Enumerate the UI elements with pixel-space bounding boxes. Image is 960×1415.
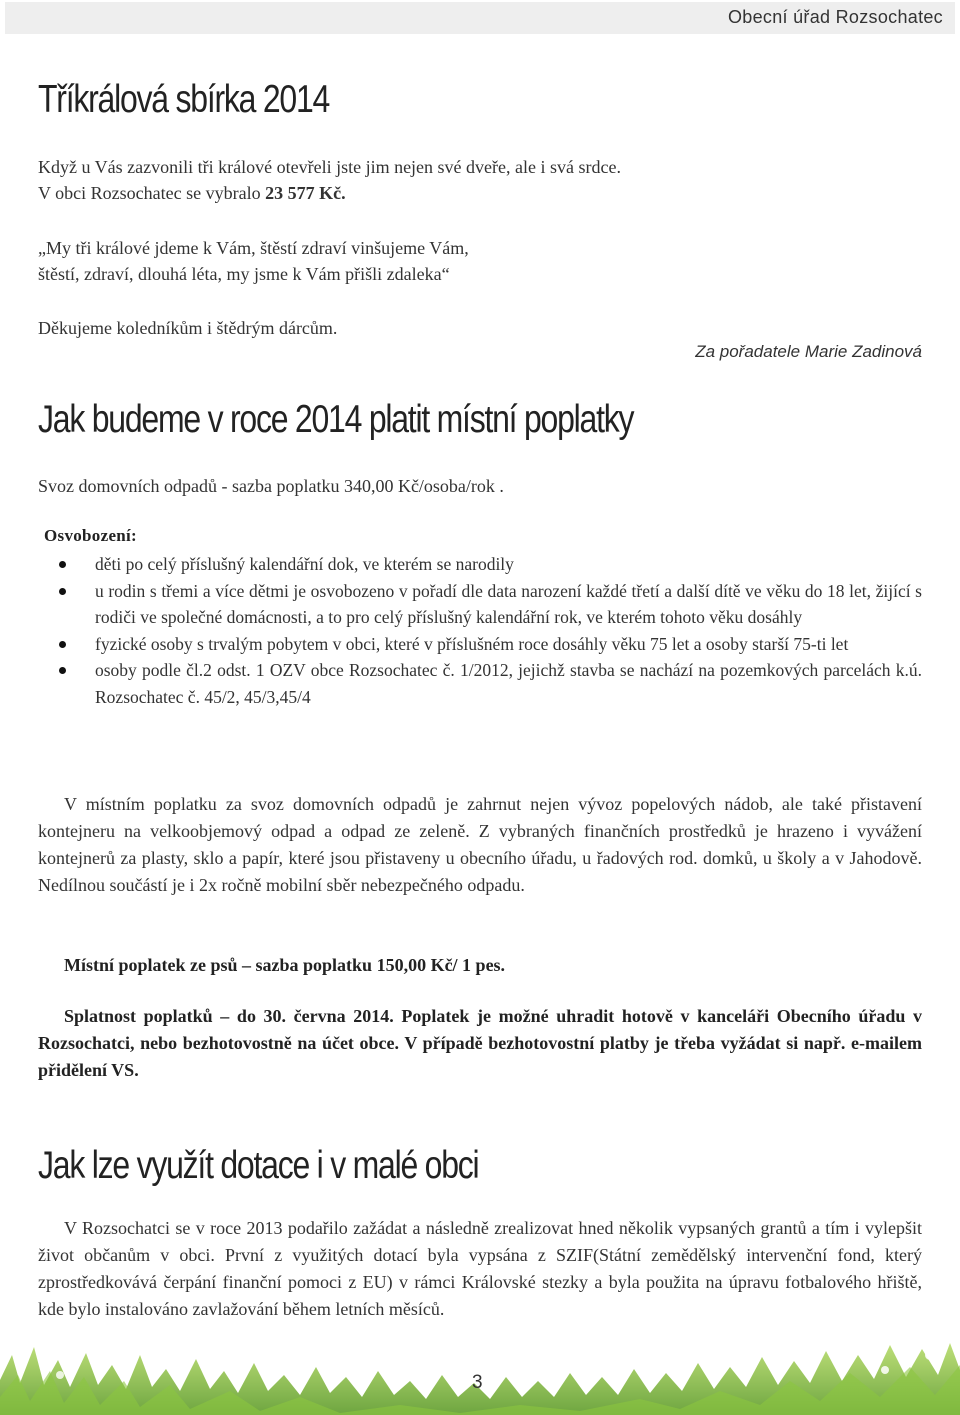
exemption-list — [38, 551, 922, 710]
quote-line1: „My tři králové jdeme k Vám, štěstí zdraví vinšujeme Vám, — [38, 238, 469, 258]
section1-heading: Tříkrálová sbírka 2014 — [38, 78, 330, 121]
grants-paragraph: V Rozsochatci se v roce 2013 podařilo zažádat a následně zrealizovat hned několik vypsaných grantů a tím i vylepšit život občanům v obci. První z využitých dotací byla vypsána z SZIF(Státní zemědělský intervenční fond, který zprostředkovává čerpání finanční pomoci z EU) v rámci Královské stezky a byla použita na úpravu fotbalového hřiště, kde bylo instalováno zavlažování během letních měsíců. — [38, 1218, 922, 1319]
due-date-paragraph: Splatnost poplatků – do 30. června 2014. Poplatek je možné uhradit hotově v kanceláři Obecního úřadu v Rozsochatci, nebo bezhotovostně na účet obce. V případě bezhotovostní platby je třeba vyžádat si např. e-mailem přidělení VS. — [38, 1006, 922, 1080]
section1-line1: Když u Vás zazvonili tři králové otevřeli jste jim nejen své dveře, ale i svá srdce. — [38, 157, 621, 177]
quote-line2: štěstí, zdraví, dlouhá léta, my jsme k Vám přišli zdaleka“ — [38, 264, 450, 284]
dog-fee-line: Místní poplatek ze psů – sazba poplatku 150,00 Kč/ 1 pes. — [64, 955, 506, 975]
exemption-label: Osvobození: — [44, 526, 138, 545]
exemption-item: děti po celý příslušný kalendářní dok, ve kterém se narodily — [38, 551, 922, 578]
collected-prefix: V obci Rozsochatec se vybralo — [38, 183, 266, 203]
exemption-item: osoby podle čl.2 odst. 1 OZV obce Rozsochatec č. 1/2012, jejichž stavba se nachází na pozemkových parcelách k.ú. Rozsochatec č. 45/2, 45/3,45/4 — [38, 657, 922, 710]
exemption-item: u rodin s třemi a více dětmi je osvobozeno v pořadí dle data narození každé třetí a další dítě ve věku do 18 let, žijící s rodiči ve společné domácnosti, a to pro celý příslušný kalendářní rok, ve kterém tohoto věku dosáhly — [38, 578, 922, 631]
section1-line2 — [38, 180, 346, 206]
section2-heading: Jak budeme v roce 2014 platit místní poplatky — [38, 398, 634, 441]
organizer-signature: Za pořadatele Marie Zadinová — [695, 342, 922, 361]
page-number: 3 — [472, 1372, 483, 1393]
section3-heading: Jak lze využít dotace i v malé obci — [38, 1144, 479, 1187]
exemption-item: fyzické osoby s trvalým pobytem v obci, které v příslušném roce dosáhly věku 75 let a osoby starší 75-ti let — [38, 631, 922, 658]
waste-rate-line: Svoz domovních odpadů - sazba poplatku 340,00 Kč/osoba/rok . — [38, 476, 504, 496]
waste-included-paragraph: V místním poplatku za svoz domovních odpadů je zahrnut nejen vývoz popelových nádob, ale také přistavení kontejneru na velkoobjemový odpad a odpad ze zeleně. Z vybraných finančních prostředků je hrazeno i vyvážení kontejnerů za plasty, sklo a papír, které jsou přistaveny u obecního úřadu, u řadových rod. domků, u školy a v Jahodově. Nedílnou součástí je i 2x ročně mobilní sběr nebezpečného odpadu. — [38, 794, 922, 895]
grass-decoration — [0, 1325, 960, 1415]
header-title: Obecní úřad Rozsochatec — [727, 7, 943, 27]
thanks-line: Děkujeme koledníkům i štědrým dárcům. — [38, 318, 338, 338]
page-header — [5, 2, 955, 34]
collected-amount: 23 577 Kč. — [265, 183, 346, 203]
